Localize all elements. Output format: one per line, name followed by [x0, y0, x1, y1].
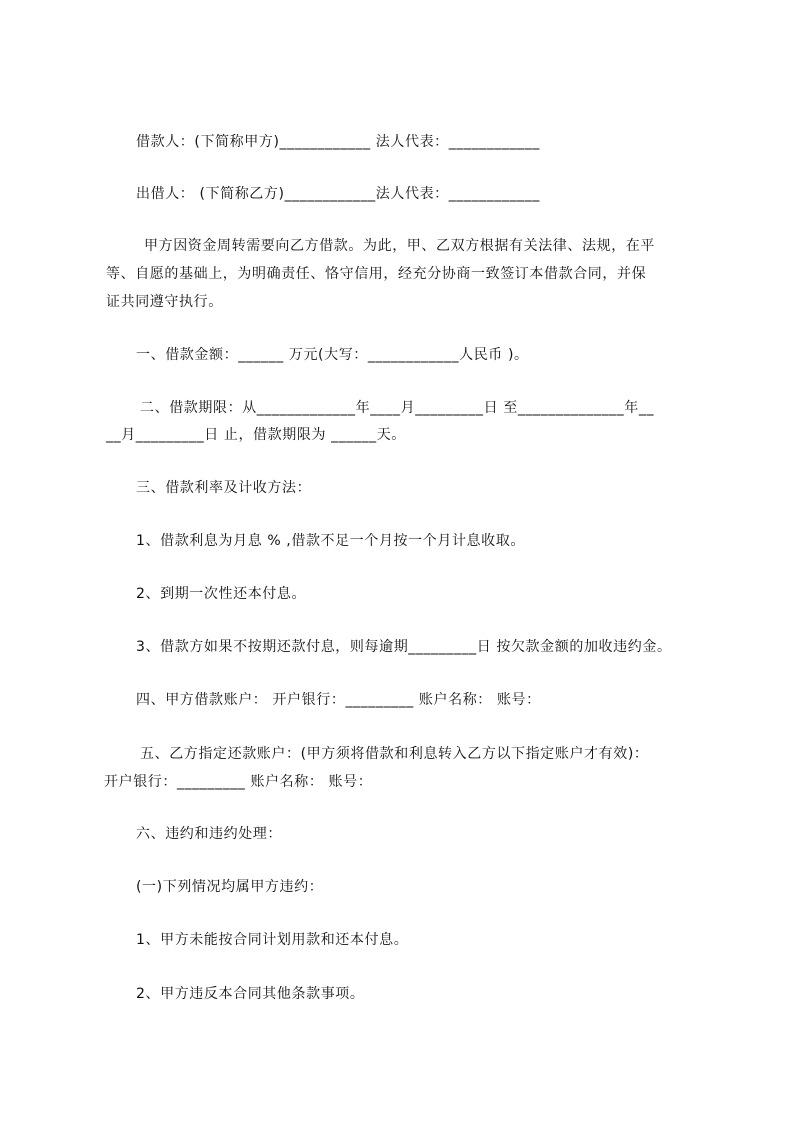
clause-3-item-2: 2、到期一次性还本付息。 — [136, 586, 307, 602]
clause-3-item-1: 1、借款利息为月息 % ,借款不足一个月按一个月计息收取。 — [136, 533, 525, 549]
clause-4-account: 四、甲方借款账户： 开户银行：_________ 账户名称： 账号： — [136, 692, 541, 708]
clause-6-item-2: 2、甲方违反本合同其他条款事项。 — [136, 986, 365, 1002]
preamble-line-1: 甲方因资金周转需要向乙方借款。为此，甲、乙双方根据有关法律、法规，在平 — [144, 238, 655, 254]
clause-6-item-1: 1、甲方未能按合同计划用款和还本付息。 — [136, 932, 409, 948]
lender-line: 出借人： (下简称乙方)____________法人代表：____________ — [136, 186, 540, 202]
preamble-line-3: 证共同遵守执行。 — [106, 294, 223, 310]
clause-3-title: 三、借款利率及计收方法： — [136, 480, 312, 496]
preamble-line-2: 等、自愿的基础上，为明确责任、恪守信用，经充分协商一致签订本借款合同，并保 — [106, 266, 647, 282]
clause-5-line-1: 五、乙方指定还款账户：(甲方须将借款和利息转入乙方以下指定账户才有效)： — [140, 746, 649, 762]
clause-6-title: 六、违约和违约处理： — [136, 826, 282, 842]
clause-2-period-line-1: 二、借款期限：从_____________年____月_________日 至______________年__ — [140, 400, 655, 416]
clause-5-line-2: 开户银行：_________ 账户名称： 账号： — [104, 774, 373, 790]
clause-6-sub-title: (一)下列情况均属甲方违约： — [136, 879, 324, 895]
borrower-line: 借款人：(下简称甲方)____________ 法人代表：____________ — [136, 134, 540, 150]
clause-3-item-3: 3、借款方如果不按期还款付息，则每逾期_________日 按欠款金额的加收违约金。 — [136, 639, 672, 655]
clause-2-period-line-2: __月_________日 止，借款期限为 ______天。 — [106, 427, 406, 443]
clause-1-amount: 一、借款金额：______ 万元(大写：____________人民币 )。 — [136, 347, 529, 363]
